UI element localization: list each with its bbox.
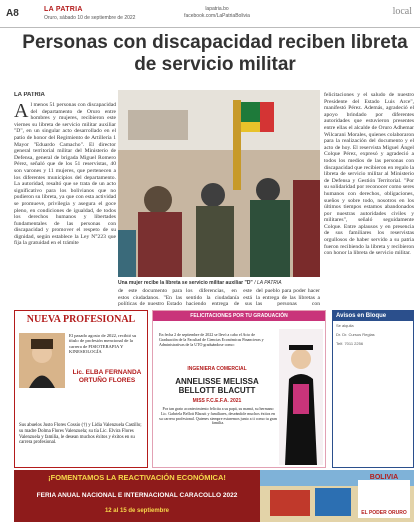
banner-right-logo: EL PODER ORURO [361,510,407,516]
article-photo [118,90,320,277]
ad-graduation-degree: INGENIERA COMERCIAL [187,366,247,372]
ad-professional-message: Sus abuelos Justo Flores Cossio (†) y Lidia Valenzuela Castillo; su madre Dolma Flores Valenzuela; su tía Lic. Elvira Flores Valenzuela y familia, le desean muchos éxitos y éxitos en su carrera profesional. [19,423,142,446]
banner-slogan: ¡FOMENTAMOS LA REACTIVACIÓN ECONÓMICA! [48,473,226,482]
article-column-2 [118,288,182,308]
graduate-photo-2 [279,329,323,465]
column-text-1: l menos 51 personas con discapacidad del departamento de Oruro entre hombres y mujeres, recibieron este viernes su libreta de servicio militar auxiliar "D", en un singular acto desarrollado en el patio de honor del Regimiento de Artillería 1 Mayor "Eduardo Camacho". El director general territorial militar del Ministerio de Defensa, general de brigada Miguel Romero Pérez, señaló que de los 51 reservistas, 40 son varones y 11 mujeres, que pertenecen a los diferentes municipios del departamento. La autoridad, resaltó que se trata de un acto significativo para los bolivianos que no pudieron su libreta, ya que con esta actividad se promueve, privilegia y asegura el goce pleno, en condiciones de igualdad, de todos los derechos humanos y libertades fundamentales de las personas con discapacidad y promover el respeto de su dignidad, según establece la Ley N°223 que fija la gratuidad en el trámite [14,102,116,247]
ad-new-professional [14,310,148,468]
ad-graduation-title: FELICITACIONES POR TU GRADUACIÓN [153,311,325,321]
ad-graduation [152,310,326,468]
graduate-name: Lic. ELBA FERNANDA ORTUÑO FLORES [72,369,142,384]
article-column-3 [186,288,252,308]
page-header [0,0,420,28]
newspaper-logo: LA PATRIA [44,6,83,13]
ad-graduation-miss: MISS F.C.E.F.A. 2021 [192,398,242,404]
article-column-4 [256,288,320,308]
column-text-5: felicitaciones y el saludo de nuestro Presidente del Estado Luis Arce", manifestó Pérez. Además, agradeció el apoyo brindado por diferentes autoridades que estuvieron presentes entre ellas el alcalde de Oruro Adhemar Wilcarani Morales, quienes colaboraron para la realización del documento y el acto de hoy. El reservista Miguel Ángel Colque Pérez, expresó y agradeció a todos los medios de las personas con discapacidad que recibieron en regalo la libreta de servicio militar al Ministerio de Defensa y Gestión Territorial. "Por su solidaridad por reconocer como seres humanos con derechos, obligaciones, sueños y sobre todo, nosotros en los últimos tiempos estamos abandonados por nuestras autoridades civiles y militares", señaló seguidamente Colque. Entre aplausos y en presencia de sus familiares los reservistas orgullosos de haber servido a su patria fueron recibiendo la libreta y recibieron con honor la libreta de servicio militar. [324,92,414,257]
headline: Personas con discapacidad reciben libreta de servicio militar [22,32,408,75]
issue-date: Oruro, sábado 10 de septiembre de 2022 [44,15,136,21]
section-label: local [392,6,412,17]
facebook-url[interactable]: facebook.com/LaPatriaBolivia [184,13,250,19]
classified-line: Se alquila [336,323,354,328]
caption-main: Una mujer recibe la libreta se servicio militar auxiliar "D" [118,280,253,286]
classified-title: Avisos en Bloque [333,311,413,321]
ad-professional-title: NUEVA PROFESIONAL [15,311,147,325]
byline: LA PATRIA [14,92,45,98]
column-text-3: los diferencias, en este sentido la ciudadanía está haciendo entrega de sus [186,288,252,308]
web-url[interactable]: lapatria.bo [205,6,229,12]
classified-line: Dr. Dr. Cursus Reglas [336,332,375,337]
ad-graduation-name: ANNELISSE MELISSA BELLOTT BLACUTT [175,377,259,395]
banner-image [260,470,414,522]
column-text-4: del pueblo para poder hacer la entrega de las libretas a las personas con [256,288,320,308]
banner-dates: 12 al 15 de septiembre [104,508,170,514]
column-text-2: de este documento para estos ciudadanos. "En las políticas de nuestro Estado [118,288,182,308]
classified-ads [332,310,414,468]
photo-caption [118,280,320,286]
graduate-photo [19,333,65,388]
page-number: A8 [6,8,19,19]
article-column-5 [324,92,414,304]
banner-event: FERIA ANUAL NACIONAL E INTERNACIONAL CARACOLLO 2022 [36,492,238,499]
ad-professional-text: El pasado agosto de 2022, recibió su título de profesión mencional de la carrera de FISIOTERAPIA Y KINESIOLOGÍA [69,333,137,355]
classified-line: Telf. 7011 2256 [336,341,364,346]
drop-cap: A [14,100,29,122]
ad-graduation-message: Por tan grato acontecimiento felicita a su papá, su mamá, su hermano Lic. Gabriela Bellott Blacutt y familiares, deseándole muchos éxitos en su carrera profesional. Quienes siempre estaremos junto a ti como tu gran familia. [159,406,277,426]
article-column-1 [14,92,116,302]
web-info [182,6,252,20]
banner-right-label: BOLIVIA [369,474,399,481]
caption-credit: / LA PATRIA [254,280,282,286]
ad-graduation-text: En fecha 2 de septiembre de 2022 se llevó a cabo el Acto de Graduación de la Facultad de Ciencias Económicas Financieras y Administrativas de la UTO graduándose como: [159,332,264,347]
fair-banner-ad [14,470,414,522]
